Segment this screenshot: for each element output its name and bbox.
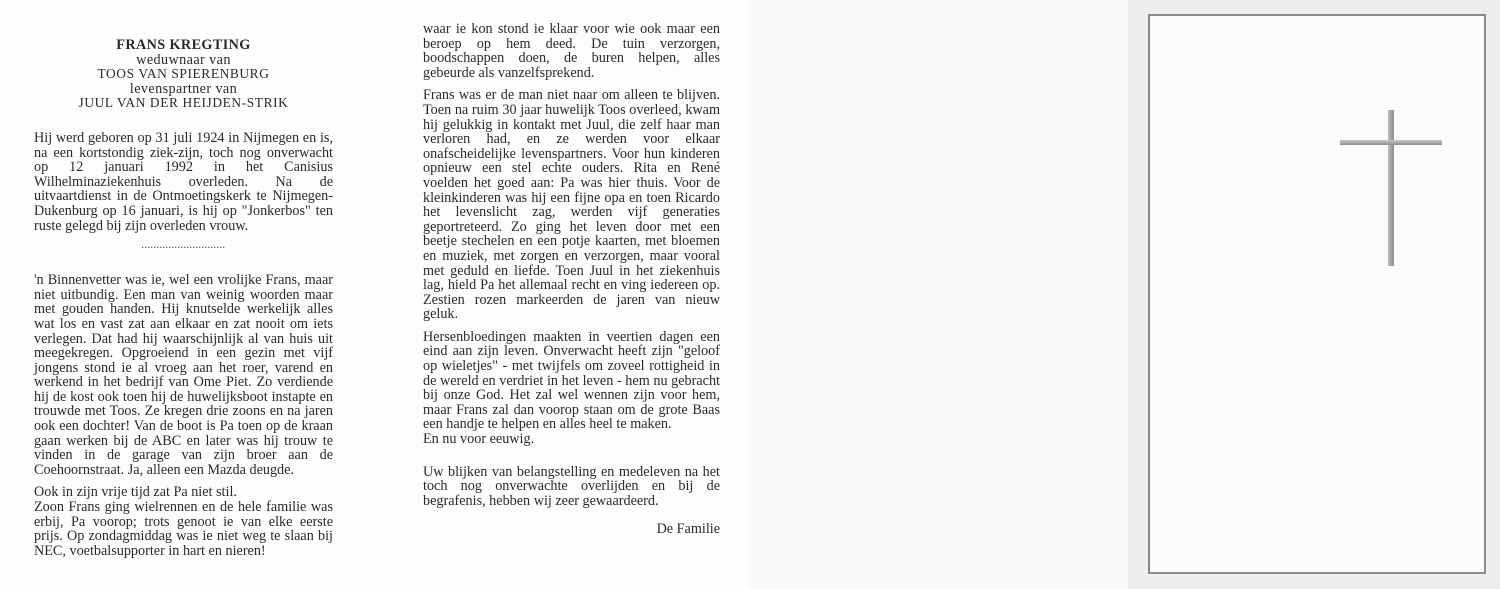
heading-line-partner: levenspartner van [129,80,238,97]
memorial-text-left-column [34,38,333,566]
paragraph-character: 'n Binnenvetter was ie, wel een vrolijke Frans, maar niet uitbundig. Een man van weinig woorden maar met gouden handen. Hij knutselde werkelijk alles wat los en vast zat aan elkaar en zat nooit om iets verlegen. Dat had hij waarschijnlijk al van huis uit meegekregen. Opgroeiend in een gezin met vijf jongens stond ie al vroeg aan het roer, varend en werkend in het bedrijf van Ome Piet. Zo verdiende hij de kost ook toen hij de huwelijksboot instapte en trouwde met Toos. Ze kregen drie zoons en na jaren ook een dochter! Van de boot is Pa toen op de kraan gaan werken bij de ABC en later was hij trouw te vinden in de garage van zijn broer aan de Coehoornstraat. Ja, alleen een Mazda deugde. [34,272,333,478]
cross-icon [1340,110,1442,266]
paragraph-thanks: Uw blijken van belangstelling en medeleven na het toch nog onverwachte overlijden en bij de begrafenis, hebben wij zeer gewaardeerd. [423,463,720,509]
signature: De Familie [656,521,720,538]
cross-vertical-bar [1388,110,1394,266]
paragraph-partnership: Frans was er de man niet naar om alleen te blijven. Toen na ruim 30 jaar huwelijk Toos overleed, kwam hij gelukkig in kontakt met Juul, die zelf haar man verloren had, en ze werden voor elkaar onafscheidelijke levenspartners. Voor hun kinderen opnieuw een stel echte ouders. Rita en René voelden het goed aan: Pa was hier thuis. Voor de kleinkinderen was hij een fijne opa en toen Ricardo het levenslicht zag, werden vijf generaties geportreteerd. Zo ging het leven door met een beetje stechelen en een potje kaarten, met bloemen en muziek, met zorgen en verzorgen, maar vooral met geduld en liefde. Toen Juul in het ziekenhuis lag, hield Pa het allemaal recht en ving iedereen op. Zestien rozen markeerden de jaren van nieuw geluk. [423,87,720,323]
heading-partner-name: JUUL VAN DER HEIJDEN-STRIK [78,95,289,111]
deceased-name: FRANS KREGTING [116,37,251,53]
heading-line-widower: weduwnaar van [136,51,231,68]
memorial-heading [34,38,333,111]
paragraph-free-time: Ook in zijn vrije tijd zat Pa niet stil. [34,484,237,501]
paragraph-helping: waar ie kon stond ie klaar voor wie ook maar een beroep op hem deed. De tuin verzorgen, boodschappen doen, de buren helpen, alles gebeurde als vanzelfsprekend. [423,21,720,81]
card-cover [1128,0,1500,589]
paragraph-cycling: Zoon Frans ging wielrennen en de hele familie was erbij, Pa voorop; trots genoot ie van elke eerste prijs. Op zondagmiddag was ie niet weg te slaan bij NEC, voetbalsupporter in hart en nieren! [34,499,333,559]
cross-horizontal-bar [1340,140,1442,145]
memorial-text-right-column [423,22,720,537]
dotted-separator: ............................ [141,240,226,252]
cover-frame [1148,14,1486,574]
paragraph-illness: Hersenbloedingen maakten in veertien dagen een eind aan zijn leven. Onverwacht heeft zijn "geloof op wieletjes" - met twijfels om zoveel rottigheid in de wereld en verdriet in het leven - hem nu gebracht bij onze God. Het zal wel wennen zijn voor hem, maar Frans zal dan voorop staan om de grote Baas een handje te helpen en alles heel te maken. [423,328,720,433]
paragraph-forever: En nu voor eeuwig. [423,431,535,448]
blank-back-panel [750,0,1128,589]
paragraph-birth-death: Hij werd geboren op 31 juli 1924 in Nijmegen en is, na een kortstondig ziek-zijn, toch nog onverwacht op 12 januari 1992 in het Canisius Wilhelminaziekenhuis overleden. Na de uitvaartdienst in de Ontmoetingskerk te Nijmegen-Dukenburg op 16 januari, is hij op "Jonkerbos" ten ruste gelegd bij zijn overleden vrouw. [34,129,333,234]
heading-spouse-name: TOOS VAN SPIERENBURG [97,66,270,82]
